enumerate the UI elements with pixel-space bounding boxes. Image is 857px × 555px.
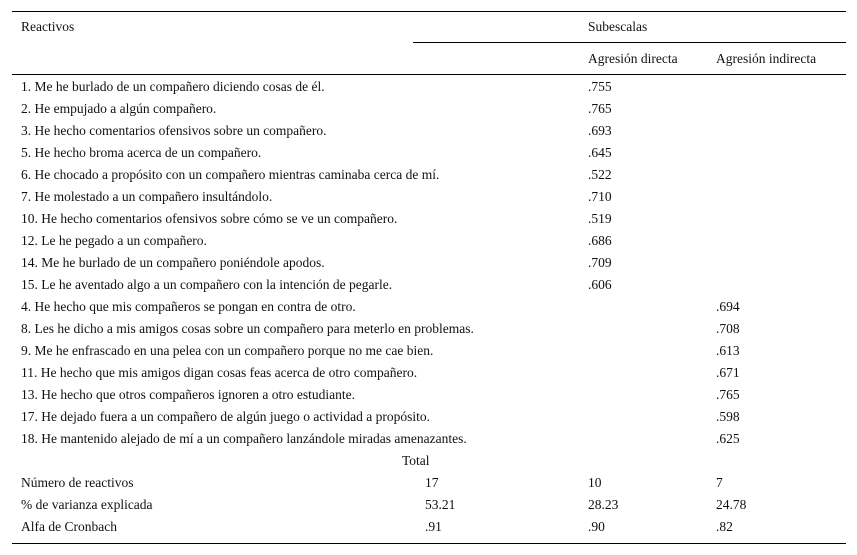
stat-total: 17 bbox=[425, 475, 439, 490]
item-text: 13. He hecho que otros compañeros ignoren a otro estudiante. bbox=[21, 387, 356, 402]
loading-direct: .765 bbox=[588, 101, 612, 116]
item-text: 14. Me he burlado de un compañero poniéndole apodos. bbox=[21, 255, 325, 270]
stat-label: Número de reactivos bbox=[21, 475, 134, 490]
total-label: Total bbox=[402, 453, 430, 468]
item-text: 1. Me he burlado de un compañero diciendo cosas de él. bbox=[21, 79, 325, 94]
loading-indirect: .708 bbox=[716, 321, 740, 336]
item-text: 2. He empujado a algún compañero. bbox=[21, 101, 217, 116]
item-text: 18. He mantenido alejado de mí a un compañero lanzándole miradas amenazantes. bbox=[21, 431, 467, 446]
header-subescalas: Subescalas bbox=[588, 19, 648, 34]
item-text: 17. He dejado fuera a un compañero de algún juego o actividad a propósito. bbox=[21, 409, 430, 424]
header-agresion-directa: Agresión directa bbox=[588, 51, 678, 66]
loading-direct: .645 bbox=[588, 145, 612, 160]
item-text: 6. He chocado a propósito con un compañero mientras caminaba cerca de mí. bbox=[21, 167, 440, 182]
header-reactivos: Reactivos bbox=[21, 19, 75, 34]
item-text: 8. Les he dicho a mis amigos cosas sobre un compañero para meterlo en problemas. bbox=[21, 321, 474, 336]
stat-indirect: 7 bbox=[716, 475, 723, 490]
item-text: 9. Me he enfrascado en una pelea con un compañero porque no me cae bien. bbox=[21, 343, 434, 358]
stat-indirect: .82 bbox=[716, 519, 733, 534]
loading-indirect: .625 bbox=[716, 431, 740, 446]
item-text: 12. Le he pegado a un compañero. bbox=[21, 233, 207, 248]
stat-label: Alfa de Cronbach bbox=[21, 519, 117, 534]
item-text: 3. He hecho comentarios ofensivos sobre un compañero. bbox=[21, 123, 327, 138]
loading-direct: .693 bbox=[588, 123, 612, 138]
item-text: 5. He hecho broma acerca de un compañero. bbox=[21, 145, 262, 160]
header-bottom-rule bbox=[12, 74, 846, 75]
loading-direct: .519 bbox=[588, 211, 612, 226]
stat-direct: .90 bbox=[588, 519, 605, 534]
subscales-rule bbox=[413, 42, 846, 43]
stat-direct: 28.23 bbox=[588, 497, 619, 512]
item-text: 15. Le he aventado algo a un compañero con la intención de pegarle. bbox=[21, 277, 393, 292]
loading-direct: .710 bbox=[588, 189, 612, 204]
loading-direct: .755 bbox=[588, 79, 612, 94]
stat-label: % de varianza explicada bbox=[21, 497, 153, 512]
stat-direct: 10 bbox=[588, 475, 602, 490]
stat-total: 53.21 bbox=[425, 497, 456, 512]
loading-direct: .606 bbox=[588, 277, 612, 292]
loading-direct: .686 bbox=[588, 233, 612, 248]
loading-indirect: .671 bbox=[716, 365, 740, 380]
loading-direct: .709 bbox=[588, 255, 612, 270]
item-text: 7. He molestado a un compañero insultándolo. bbox=[21, 189, 273, 204]
loading-indirect: .694 bbox=[716, 299, 740, 314]
item-text: 4. He hecho que mis compañeros se pongan en contra de otro. bbox=[21, 299, 356, 314]
table-top-rule bbox=[12, 11, 846, 12]
table-bottom-rule bbox=[12, 543, 846, 544]
header-agresion-indirecta: Agresión indirecta bbox=[716, 51, 817, 66]
loading-indirect: .598 bbox=[716, 409, 740, 424]
item-text: 10. He hecho comentarios ofensivos sobre cómo se ve un compañero. bbox=[21, 211, 398, 226]
item-text: 11. He hecho que mis amigos digan cosas feas acerca de otro compañero. bbox=[21, 365, 418, 380]
stat-total: .91 bbox=[425, 519, 442, 534]
loading-indirect: .765 bbox=[716, 387, 740, 402]
loading-direct: .522 bbox=[588, 167, 612, 182]
stat-indirect: 24.78 bbox=[716, 497, 747, 512]
loading-indirect: .613 bbox=[716, 343, 740, 358]
